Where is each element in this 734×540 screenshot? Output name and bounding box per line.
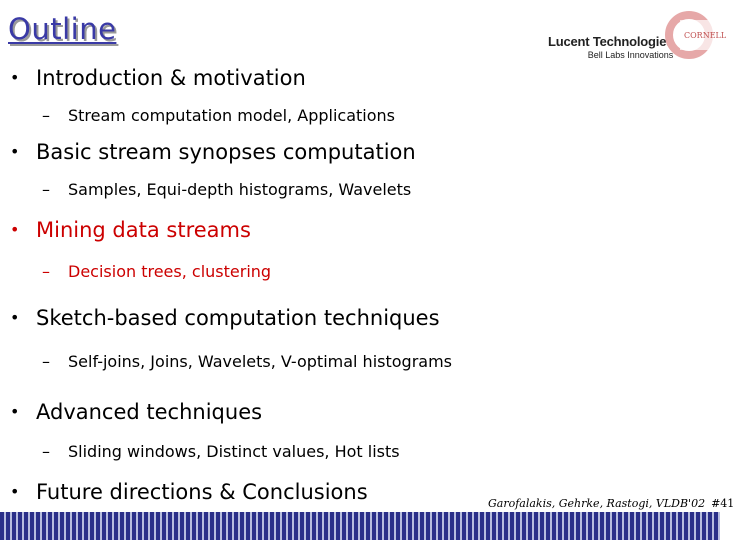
bullet-icon: • bbox=[10, 308, 20, 327]
bullet-item: • Introduction & motivation bbox=[10, 66, 306, 90]
logo-subtitle: Bell Labs Innovations bbox=[587, 50, 674, 60]
bullet-icon: • bbox=[10, 68, 20, 87]
sub-bullet-item: – Samples, Equi-depth histograms, Wavelets bbox=[42, 180, 412, 199]
bullet-item: • Future directions & Conclusions bbox=[10, 480, 368, 504]
footer-citation: Garofalakis, Gehrke, Rastogi, VLDB'02 #41 bbox=[488, 497, 734, 510]
footer-stripe-bar bbox=[0, 512, 720, 540]
bullet-icon: • bbox=[10, 142, 20, 161]
bullet-item: • Advanced techniques bbox=[10, 400, 263, 424]
bullet-icon: • bbox=[10, 482, 20, 501]
seal-icon bbox=[660, 6, 727, 64]
slide-title: Outline bbox=[8, 12, 117, 46]
sub-bullet-item: – Sliding windows, Distinct values, Hot lists bbox=[42, 442, 400, 461]
bullet-item: • Sketch-based computation techniques bbox=[10, 306, 440, 330]
sub-bullet-item: – Decision trees, clustering bbox=[42, 262, 272, 281]
svg-text:CORNELL: CORNELL bbox=[684, 31, 727, 40]
sub-bullet-item: – Self-joins, Joins, Wavelets, V-optimal histograms bbox=[42, 352, 452, 371]
lucent-logo bbox=[548, 34, 673, 60]
bullet-icon: • bbox=[10, 402, 20, 421]
bullet-item: • Mining data streams bbox=[10, 218, 251, 242]
logo-name: Lucent Technologies bbox=[548, 34, 674, 49]
bullet-icon: • bbox=[10, 220, 20, 239]
sub-bullet-item: – Stream computation model, Applications bbox=[42, 106, 395, 125]
page-number: #41 bbox=[711, 497, 734, 510]
bullet-item: • Basic stream synopses computation bbox=[10, 140, 416, 164]
